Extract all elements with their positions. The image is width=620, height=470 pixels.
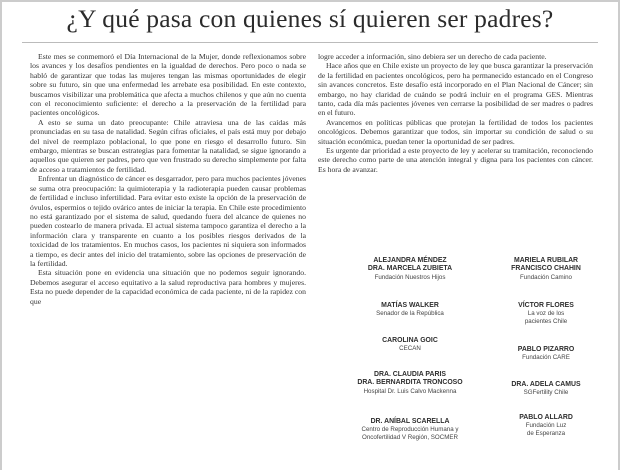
headline: ¿Y qué pasa con quienes sí quieren ser padres? bbox=[66, 4, 554, 33]
signatory-name: ALEJANDRA MÉNDEZ bbox=[373, 257, 447, 264]
signatory-name: PABLO PIZARRO bbox=[517, 346, 575, 353]
signatory-name: FRANCISCO CHAHIN bbox=[511, 265, 581, 273]
signatory-name: PABLO ALLARD bbox=[519, 414, 573, 421]
signatory-org: Fundación CARE bbox=[522, 354, 570, 362]
signatory-name: DRA. MARCELA ZUBIETA bbox=[367, 265, 453, 273]
signatory-block bbox=[325, 418, 495, 442]
signatory-org: CECAN bbox=[399, 345, 421, 353]
paragraph: Es urgente dar prioridad a este proyecto de ley y acelerar su tramitación, reconociendo este derecho como parte de una atención integral y digna para los pacientes con cáncer. Es hora de avanzar. bbox=[318, 146, 593, 174]
signatory-name: MATÍAS WALKER bbox=[381, 302, 439, 309]
paragraph: logre acceder a información, sino debiera ser un derecho de cada paciente. bbox=[318, 52, 547, 61]
article-column-left bbox=[30, 52, 306, 306]
signatory-org: pacientes Chile bbox=[524, 318, 568, 325]
signatory-org: Centro de Reproducción Humana y bbox=[361, 426, 459, 434]
paragraph: Hace años que en Chile existe un proyecto de ley que busca garantizar la preservación de la fertilidad en pacientes oncológicos, pero ha permanecido estancado en el Congreso sin avances concretos. Este desafío está incorporado en el Plan Nacional de Cáncer; sin embargo, no hay claridad de cuándo se podrá incluir en el programa GES. Mientras tanto, cada día más pacientes jóvenes ven cerrarse la posibilidad de ser madres o padres en el futuro. bbox=[318, 61, 593, 118]
signatory-name: DRA. CLAUDIA PARIS bbox=[374, 371, 446, 378]
signatory-name: DRA. BERNARDITA TRONCOSO bbox=[357, 379, 463, 387]
paragraph: Esta situación pone en evidencia una situación que no podemos seguir ignorando. Debemos asegurar el acceso equitativo a la salud reproductiva para hombres y mujeres. Esta no puede depender de la capacidad económica de cada paciente, ni de la rapidez con que bbox=[30, 268, 306, 306]
signatory-block bbox=[325, 257, 495, 281]
signatory-name: DR. ANÍBAL SCARELLA bbox=[370, 418, 450, 425]
signatory-org: Fundación Nuestros Hijos bbox=[374, 273, 446, 281]
signatory-block bbox=[498, 381, 594, 397]
signatory-block bbox=[325, 371, 495, 395]
paragraph: Este mes se conmemoró el Día Internacional de la Mujer, donde reflexionamos sobre los avances y los desafíos pendientes en la igualdad de derechos. Pero poco o nada se habló de garantizar que todas las mujeres tengan las mismas oportunidades de elegir sobre su futuro, sin que una enfermedad les arrebate esa posibilidad. En este contexto, buscamos visibilizar una problemática que afecta a muchos chilenos y que aún no cuenta con el reconocimiento suficiente: el derecho a la preservación de la fertilidad para pacientes oncológicos. bbox=[30, 52, 306, 118]
headline-rule bbox=[22, 42, 598, 43]
left-border bbox=[0, 0, 2, 470]
signatory-block bbox=[498, 346, 594, 362]
signatory-org: Senador de la República bbox=[376, 310, 444, 318]
signatory-block bbox=[498, 414, 594, 438]
paragraph: A esto se suma un dato preocupante: Chile atraviesa una de las caídas más pronunciadas en su tasa de natalidad. Según cifras oficiales, el país está muy por debajo del nivel de reemplazo poblacional, lo que pone en riesgo el desarrollo futuro. Sin embargo, mientras se buscan estrategias para fomentar la natalidad, se sigue ignorando a aquellos que quieren ser padres, pero que ven frustrado su derecho simplemente por falta de acceso a tratamientos de fertilidad. bbox=[30, 117, 306, 174]
paragraph: Enfrentar un diagnóstico de cáncer es desgarrador, pero para muchos pacientes jóvenes se suma otra preocupación: la quimioterapia y la radioterapia pueden causar problemas de fertilidad e incluso infertilidad. Para evitar esto existe la opción de la preservación de óvulos, espermios o tejido ovárico antes de iniciar la terapia. En Chile este procedimiento no está garantizado por el sistema de salud, quedando fuera del alcance de quienes no pueden costearlo de manera privada. El actual sistema tampoco garantiza el derecho a la información clara y transparente en cuanto a los posibles riesgos derivados de la toxicidad de los tratamientos. En muchos casos, los pacientes ni siquiera son informados a tiempo, es decir antes del inicio del tratamiento, sobre las opciones de preservación de la fertilidad. bbox=[30, 174, 306, 268]
signatory-block bbox=[498, 302, 594, 326]
signatory-org: Fundación Luz bbox=[525, 422, 567, 430]
signatory-org: de Esperanza bbox=[526, 430, 566, 437]
signatory-org: Oncofertilidad V Región, SOCMER bbox=[362, 434, 458, 441]
signatory-name: CAROLINA GOIC bbox=[382, 337, 438, 344]
signatory-block bbox=[325, 302, 495, 318]
signatory-block bbox=[498, 257, 594, 281]
signatory-org: SGFertility Chile bbox=[523, 389, 569, 397]
signatory-org: Hospital Dr. Luis Calvo Mackenna bbox=[363, 387, 457, 395]
article-column-right bbox=[318, 52, 593, 174]
paragraph: Avancemos en políticas públicas que protejan la fertilidad de todos los pacientes oncológicos. Debemos garantizar que todos, sin importar su condición de salud o su situación económica, puedan tener la oportunidad de ser padres. bbox=[318, 117, 593, 146]
signatory-org: Fundación Camino bbox=[520, 273, 572, 281]
signatory-name: DRA. ADELA CAMUS bbox=[511, 381, 581, 388]
top-border bbox=[0, 0, 620, 2]
signatory-name: MARIELA RUBILAR bbox=[513, 257, 579, 264]
signatory-name: VÍCTOR FLORES bbox=[518, 302, 574, 309]
signatory-block bbox=[325, 337, 495, 353]
signatory-org: La voz de los bbox=[527, 310, 565, 318]
